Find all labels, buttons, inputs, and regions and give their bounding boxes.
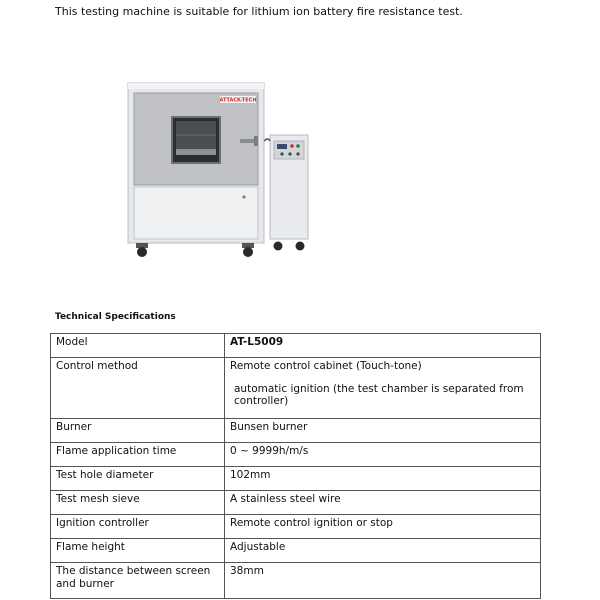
spec-value-mesh-sieve: A stainless steel wire [225, 491, 541, 515]
spec-value-control-method-line1: Remote control cabinet (Touch-tone) [230, 360, 422, 372]
spec-value-hole-diameter: 102mm [225, 467, 541, 491]
spec-key-ignition-controller: Ignition controller [51, 515, 225, 539]
spec-key-burner: Burner [51, 419, 225, 443]
table-row [51, 334, 541, 358]
specs-title: Technical Specifications [55, 312, 176, 322]
table-row [51, 467, 541, 491]
intro-text: This testing machine is suitable for lithium ion battery fire resistance test. [55, 5, 463, 18]
spec-key-hole-diameter: Test hole diameter [51, 467, 225, 491]
specs-table [50, 333, 541, 599]
brand-logo: ATTACK-TECH [219, 97, 257, 104]
spec-key-control-method: Control method [51, 358, 225, 419]
spec-key-flame-height: Flame height [51, 539, 225, 563]
spec-key-flame-time: Flame application time [51, 443, 225, 467]
table-row [51, 419, 541, 443]
spec-value-burner: Bunsen burner [225, 419, 541, 443]
spec-key-screen-distance: The distance between screen and burner [51, 563, 225, 599]
spec-value-flame-height: Adjustable [225, 539, 541, 563]
spec-value-model: AT-L5009 [225, 334, 541, 358]
product-image [120, 75, 320, 260]
table-row [51, 491, 541, 515]
table-row [51, 563, 541, 599]
spec-key-model: Model [51, 334, 225, 358]
table-row [51, 515, 541, 539]
table-row [51, 539, 541, 563]
spec-value-control-method-line2: automatic ignition (the test chamber is separated from controller) [234, 382, 524, 407]
table-row [51, 358, 541, 419]
spec-value-flame-time: 0 ~ 9999h/m/s [225, 443, 541, 467]
spec-value-screen-distance: 38mm [225, 563, 541, 599]
spec-value-ignition-controller: Remote control ignition or stop [225, 515, 541, 539]
spec-value-control-method [225, 358, 541, 419]
table-row [51, 443, 541, 467]
spec-key-mesh-sieve: Test mesh sieve [51, 491, 225, 515]
